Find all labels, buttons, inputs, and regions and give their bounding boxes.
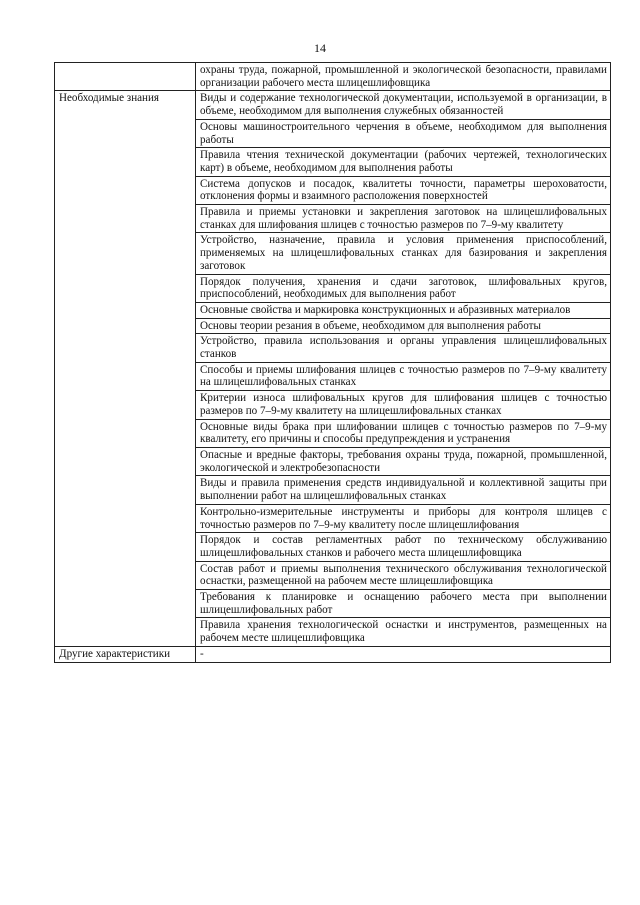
- empty-label-cell: [55, 63, 196, 91]
- knowledge-item: Устройство, правила использования и органы управления шлицешлифовальных станков: [196, 334, 611, 362]
- knowledge-item: Виды и правила применения средств индивидуальной и коллективной защиты при выполнении работ на шлицешлифовальных станках: [196, 476, 611, 504]
- continuation-text: охраны труда, пожарной, промышленной и экологической безопасности, правилами организации рабочего места шлицешлифовщика: [196, 63, 611, 91]
- knowledge-item: Способы и приемы шлифования шлицев с точностью размеров по 7–9-му квалитету на шлицешлифовальных станках: [196, 362, 611, 390]
- knowledge-item: Основные свойства и маркировка конструкционных и абразивных материалов: [196, 302, 611, 318]
- knowledge-item: Основы машиностроительного черчения в объеме, необходимом для выполнения работы: [196, 119, 611, 147]
- knowledge-item: Устройство, назначение, правила и условия применения приспособлений, применяемых на шлицешлифовальных станках для базирования и закрепления заготовок: [196, 233, 611, 274]
- knowledge-item: Правила хранения технологической оснастки и инструментов, размещенных на рабочем месте шлицешлифовщика: [196, 618, 611, 646]
- knowledge-item: Основы теории резания в объеме, необходимом для выполнения работы: [196, 318, 611, 334]
- other-label: Другие характеристики: [55, 646, 196, 662]
- continuation-row: [55, 63, 611, 91]
- knowledge-item: Состав работ и приемы выполнения технического обслуживания технологической оснастки, размещенной на рабочем месте шлицешлифовщика: [196, 561, 611, 589]
- other-value: -: [196, 646, 611, 662]
- knowledge-row: [55, 91, 611, 119]
- knowledge-item: Опасные и вредные факторы, требования охраны труда, пожарной, промышленной, экологической и электробезопасности: [196, 447, 611, 475]
- other-row: [55, 646, 611, 662]
- knowledge-item: Критерии износа шлифовальных кругов для шлифования шлицев с точностью размеров по 7–9-му квалитету на шлицешлифовальных станках: [196, 391, 611, 419]
- requirements-table: [54, 62, 611, 663]
- knowledge-item: Требования к планировке и оснащению рабочего места при выполнении шлицешлифовальных работ: [196, 590, 611, 618]
- knowledge-item: Основные виды брака при шлифовании шлицев с точностью размеров по 7–9-му квалитету, его причины и способы предупреждения и устранения: [196, 419, 611, 447]
- knowledge-item: Виды и содержание технологической документации, используемой в организации, в объеме, необходимом для выполнения служебных обязанностей: [196, 91, 611, 119]
- knowledge-item: Правила и приемы установки и закрепления заготовок на шлицешлифовальных станках для шлифования шлицев с точностью размеров по 7–9-му квалитету: [196, 205, 611, 233]
- knowledge-item: Контрольно-измерительные инструменты и приборы для контроля шлицев с точностью размеров по 7–9-му квалитету после шлицешлифования: [196, 504, 611, 532]
- knowledge-item: Правила чтения технической документации (рабочих чертежей, технологических карт) в объеме, необходимом для выполнения работы: [196, 148, 611, 176]
- page-number: 14: [314, 41, 326, 55]
- knowledge-item: Порядок и состав регламентных работ по техническому обслуживанию шлицешлифовальных станков и рабочего места шлицешлифовщика: [196, 533, 611, 561]
- knowledge-label: Необходимые знания: [55, 91, 196, 646]
- knowledge-item: Система допусков и посадок, квалитеты точности, параметры шероховатости, отклонения формы и взаимного расположения поверхностей: [196, 176, 611, 204]
- knowledge-item: Порядок получения, хранения и сдачи заготовок, шлифовальных кругов, приспособлений, необходимых для выполнения работ: [196, 274, 611, 302]
